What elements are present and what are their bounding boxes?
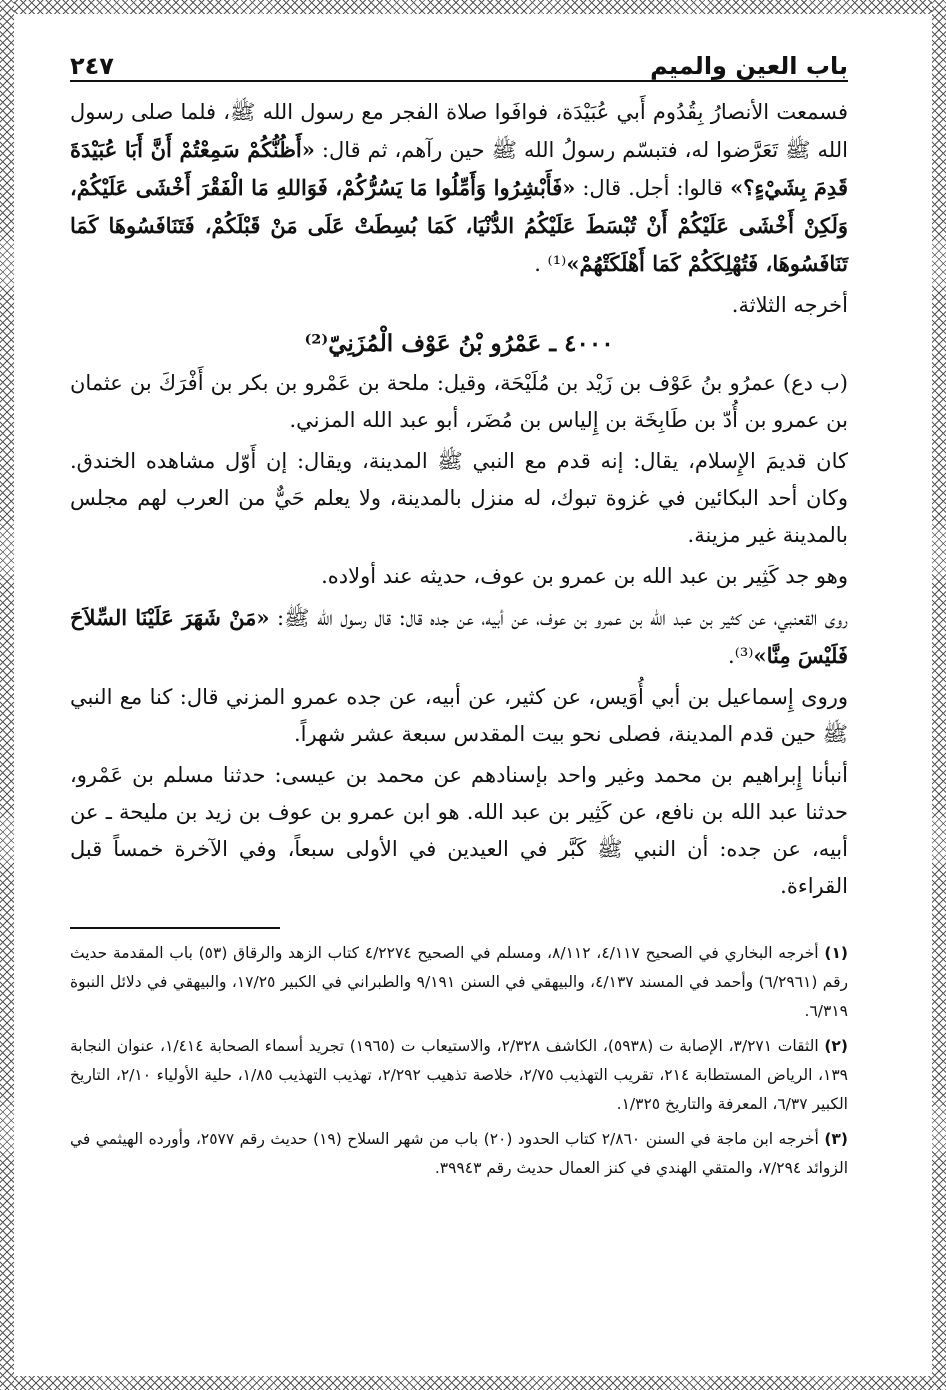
book-page: [70, 40, 848, 1340]
hadith-quote: «فَأَبْشِرُوا وَأَمِّلُوا مَا يَسُرُّكُمْ، فَوَاللهِ مَا الْفَقْرَ أَخْشَى عَلَيْكُمْ، وَلَكِنْ أَخْشَى عَلَيْكُمْ أَنْ تُبْسَطَ عَلَيْكُمُ الدُّنْيَا، كَمَا بُسِطَتْ عَلَى مَنْ قَبْلَكُمْ، فَتَنَافَسُوهَا كَمَا تَنَافَسُوهَا، فَتُهْلِكَكُمْ كَمَا أَهْلَكَتْهُمْ»: [70, 175, 848, 276]
hadith-quote: «مَنْ شَهَرَ عَلَيْنَا السِّلاَحَ فَلَيْسَ مِنَّا»: [70, 605, 848, 668]
paragraph-takhrij: أخرجه الثلاثة.: [731, 293, 848, 317]
hadith-quote: «أَظُنُّكُمْ سَمِعْتُمْ أَنَّ أَبَا عُبَيْدَةَ قَدِمَ بِشَيْءٍ؟»: [70, 137, 848, 200]
footnote-number: (٣): [824, 1130, 848, 1148]
page-number: ٢٤٧: [70, 52, 114, 80]
footnote-number: (٢): [824, 1037, 848, 1055]
footnote-number: (١): [824, 944, 848, 962]
footnote-text: أخرجه البخاري في الصحيح ٤/١١٧، ٨/١١٢، ومسلم في الصحيح ٤/٢٢٧٤ كتاب الزهد والرقاق (٥٣) باب المقدمة حديث رقم (٦/٢٩٦١) وأحمد في المسند ٤/١٣٧، والبيهقي في السنن ٩/١٩١ والطبراني في الكبير ١٧/٢٥، والبيهقي في دلائل النبوة ٦/٣١٩.: [70, 944, 849, 1020]
footnote-2: [70, 1032, 848, 1119]
paragraph-text: فسمعت الأنصارُ بِقُدُوم أَبي عُبَيْدَة، فوافَوا صلاة الفجر مع رسول الله ﷺ، فلما صلى رسول الله ﷺ تَعَرَّضوا له، فتبسّم رسولُ الله ﷺ حين رآهم، ثم قال:: [70, 100, 848, 162]
footnote-3: [70, 1125, 848, 1183]
decorative-border-left: [0, 0, 14, 1390]
paragraph-lineage: (ب دع) عمرُو بنُ عَوْف بن زَيْد بن مُلَيْحَة، وقيل: ملحة بن عَمْرو بن بكر بن أَفْرَكَ بن عثمان بن عمرو بن أُدّ بن طَابِخَة بن إِلياس بن مُضَر، أبو عبد الله المزني.: [70, 371, 848, 432]
footnote-ref: ⁽³⁾.: [728, 644, 754, 668]
paragraph-hadith-abu-ubaida: [70, 94, 848, 283]
paragraph-text: قالوا: أجل. قال:: [575, 176, 731, 200]
paragraph-text: روى القعنبي، عن كثير بن عبد الله بن عمرو بن عوف، عن أبيه، عن جده قال: قال رسول الله ﷺ:: [269, 606, 848, 630]
footnote-text: الثقات ٣/٢٧١، الإصابة ت (٥٩٣٨)، الكاشف ٢/٣٢٨، والاستيعاب ت (١٩٦٥) تجريد أسماء الصحابة ١/٤١٤، عنوان النجابة ١٣٩، الرياض المستطابة ٢١٤، تقريب التهذيب ٢/٧٥، خلاصة تذهيب ٢/٢٩٢، تهذيب التهذيب ١/٨٥، حلية الأولياء ٢/١٠، التاريخ الكبير ٦/٣٧، المعرفة والتاريخ ١/٣٢٥.: [70, 1037, 849, 1113]
footnote-divider: [70, 927, 280, 929]
paragraph-descendants: وهو جد كَثِير بن عبد الله بن عمرو بن عوف، حديثه عند أولاده.: [321, 564, 848, 588]
paragraph-biography: كان قديمَ الإِسلام، يقال: إنه قدم مع النبي ﷺ المدينة، ويقال: إن أَوّل مشاهده الخندق. وكان أحد البكائين في غزوة تبوك، له منزل بالمدينة، ولا يعلم حَيٌّ من العرب لهم مجلس بالمدينة غير مزينة.: [70, 449, 848, 547]
decorative-border-top: [0, 0, 946, 14]
footnote-1: [70, 939, 848, 1026]
paragraph-qibla: وروى إِسماعيل بن أبي أُوَيس، عن كثير، عن أبيه، عن جده عمرو المزني قال: كنا مع النبي ﷺ حين قدم المدينة، فصلى نحو بيت المقدس سبعة عشر شهراً.: [70, 685, 848, 746]
decorative-border-bottom: [0, 1376, 946, 1390]
footnote-text: أخرجه ابن ماجة في السنن ٢/٨٦٠ كتاب الحدود (٢٠) باب من شهر السلاح (١٩) حديث رقم ٢٥٧٧، وأورده الهيثمي في الزوائد ٧/٢٩٤، والمتقي الهندي في كنز العمال حديث رقم ٣٩٩٤٣.: [70, 1130, 848, 1177]
decorative-border-right: [932, 0, 946, 1390]
page-body: [70, 94, 848, 905]
footnote-ref: ⁽¹⁾ .: [534, 252, 567, 276]
paragraph-hadith-weapon: [70, 599, 848, 675]
page-header: [70, 40, 848, 82]
entry-title: ٤٠٠٠ ـ عَمْرُو بْنُ عَوْف الْمُزَنِيّ⁽²⁾: [304, 330, 614, 357]
running-title: باب العين والميم: [650, 52, 848, 80]
footnotes: [70, 939, 848, 1183]
paragraph-eid-takbir: أنبأنا إِبراهيم بن محمد وغير واحد بإسنادهم عن محمد بن عيسى: حدثنا مسلم بن عَمْرو، حدثنا عبد الله بن نافع، عن كَثِير بن عبد الله. هو ابن عمرو بن عوف بن زيد بن مليحة ـ عن أبيه، عن جده: أن النبي ﷺ كَبَّر في العيدين في الأولى سبعاً، وفي الآخرة خمساً قبل القراءة.: [70, 763, 848, 898]
